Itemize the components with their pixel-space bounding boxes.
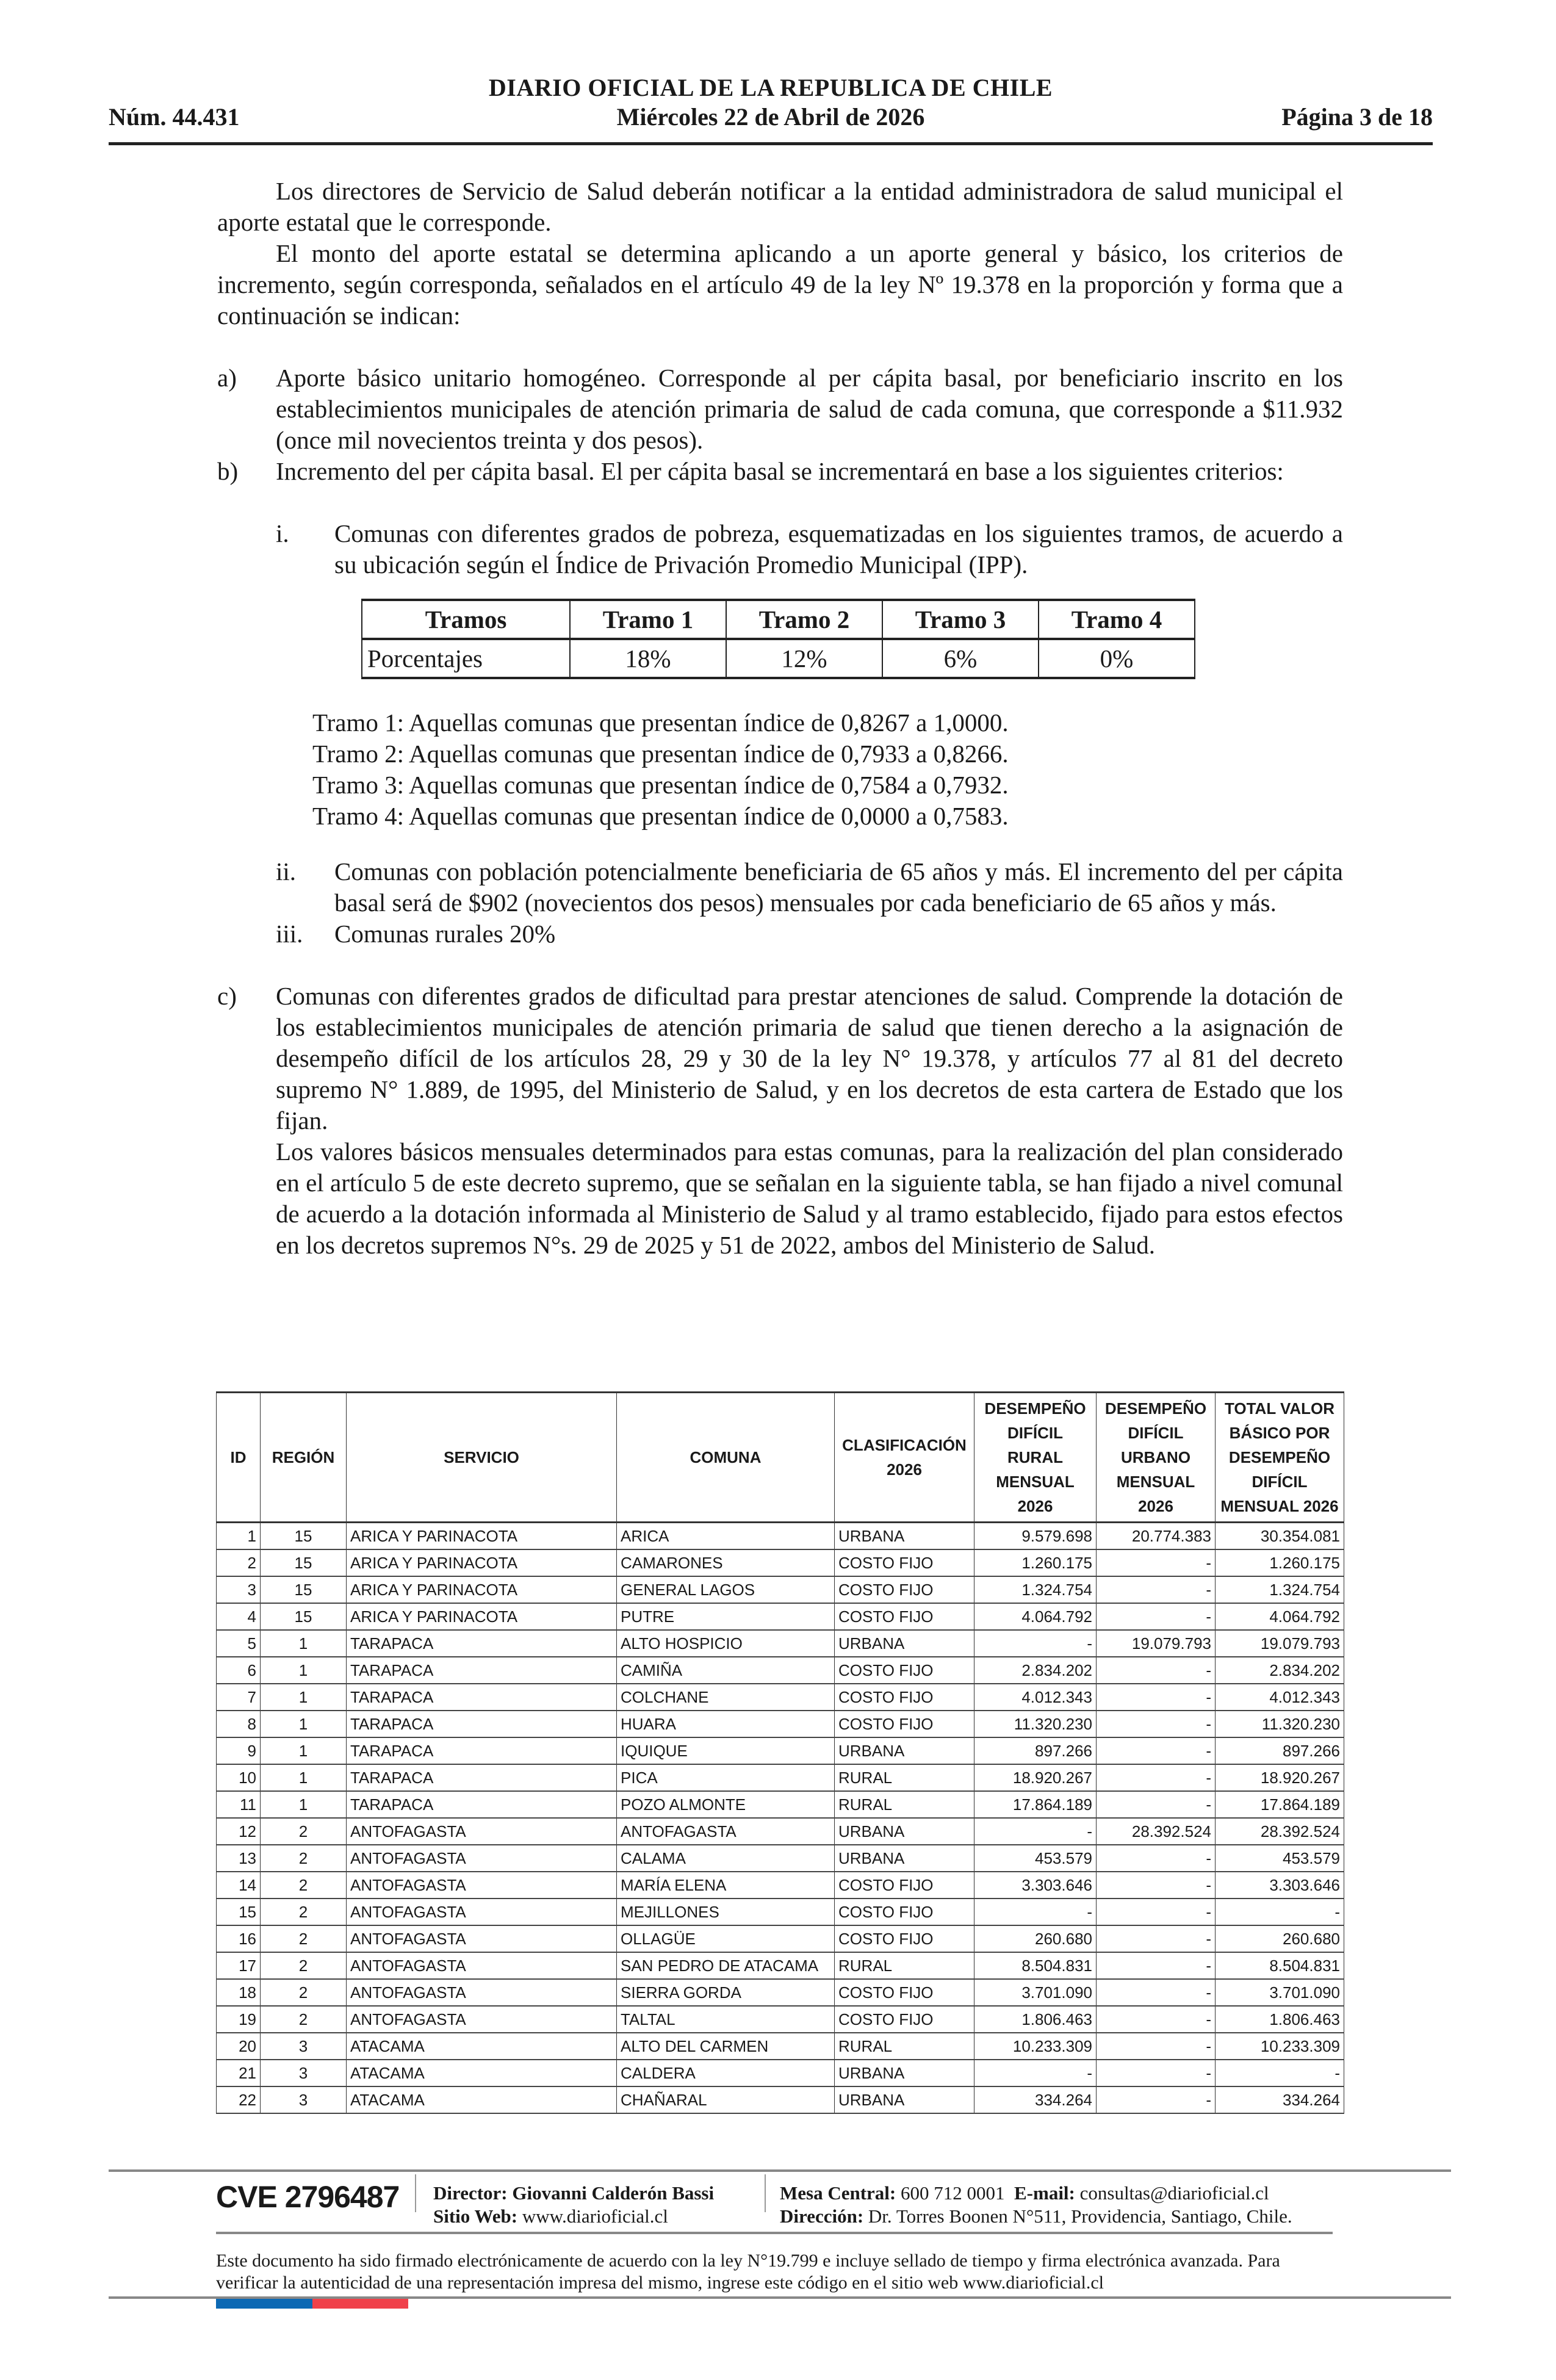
table-header-row — [217, 1393, 1344, 1523]
column-header-servicio: SERVICIO — [347, 1393, 617, 1523]
cell-comuna: CAMIÑA — [617, 1657, 835, 1684]
cell-clasificacion: RURAL — [835, 1764, 974, 1791]
director-name: Giovanni Calderón Bassi — [512, 2182, 715, 2204]
cell-rural: 4.012.343 — [974, 1684, 1097, 1711]
cell-total: 4.064.792 — [1216, 1603, 1344, 1630]
cell-id: 9 — [217, 1737, 261, 1764]
cell-region: 15 — [261, 1603, 347, 1630]
cell-id: 3 — [217, 1576, 261, 1603]
cell-clasificacion: COSTO FIJO — [835, 1899, 974, 1925]
item-c-text-2: Los valores básicos mensuales determinados para estas comunas, para la realización del plan considerado en el artículo 5 de este decreto supremo, que se señalan en la siguiente tabla, se han fijado a nivel comunal de acuerdo a la dotación informada al Ministerio de Salud y al tramo establecido, fijado para estos efectos en los decretos supremos N°s. 29 de 2025 y 51 de 2022, ambos del Ministerio de Salud. — [276, 1138, 1343, 1259]
cell-id: 7 — [217, 1684, 261, 1711]
cell-rural: 18.920.267 — [974, 1764, 1097, 1791]
cell-region: 1 — [261, 1791, 347, 1818]
cell-region: 15 — [261, 1549, 347, 1576]
item-a — [217, 362, 1343, 456]
cell-rural: 10.233.309 — [974, 2033, 1097, 2060]
cell-urbano: - — [1097, 1737, 1216, 1764]
cell-total: 3.701.090 — [1216, 1979, 1344, 2006]
cell-total: 8.504.831 — [1216, 1952, 1344, 1979]
footer-divider-top — [109, 2169, 1451, 2172]
cell-id: 16 — [217, 1925, 261, 1952]
cell-comuna: SIERRA GORDA — [617, 1979, 835, 2006]
cell-region: 1 — [261, 1737, 347, 1764]
cell-region: 2 — [261, 1818, 347, 1845]
cell-region: 2 — [261, 1979, 347, 2006]
item-c-continued — [217, 1136, 1343, 1261]
tramos-cell: 0% — [1039, 639, 1195, 678]
cell-comuna: PUTRE — [617, 1603, 835, 1630]
table-row — [217, 1899, 1344, 1925]
cell-rural: 453.579 — [974, 1845, 1097, 1872]
table-row — [217, 1737, 1344, 1764]
cell-comuna: ALTO DEL CARMEN — [617, 2033, 835, 2060]
table-row — [217, 1952, 1344, 1979]
cell-rural: - — [974, 2060, 1097, 2086]
cell-urbano: - — [1097, 1711, 1216, 1737]
cell-region: 1 — [261, 1764, 347, 1791]
item-b-ii-label: ii. — [276, 857, 297, 885]
cell-comuna: COLCHANE — [617, 1684, 835, 1711]
cell-rural: 1.260.175 — [974, 1549, 1097, 1576]
header-divider — [109, 142, 1433, 145]
cell-region: 1 — [261, 1657, 347, 1684]
tramos-header-cell: Tramo 3 — [882, 600, 1039, 639]
table-row — [217, 1845, 1344, 1872]
cell-rural: 260.680 — [974, 1925, 1097, 1952]
cell-id: 1 — [217, 1523, 261, 1550]
tramos-cell: 6% — [882, 639, 1039, 678]
cell-servicio: TARAPACA — [347, 1684, 617, 1711]
item-b-label: b) — [217, 457, 239, 485]
flag-stripe-red — [312, 2299, 408, 2309]
cell-clasificacion: COSTO FIJO — [835, 1711, 974, 1737]
electronic-signature-note: Este documento ha sido firmado electrónicamente de acuerdo con la ley N°19.799 e incluye sellado de tiempo y firma electrónica avanzada. Para verificar la autenticidad de una representación impresa del mismo, ingrese este código en el sitio web www.diarioficial.cl — [216, 2251, 1280, 2293]
table-row — [217, 2086, 1344, 2113]
cell-rural: 3.303.646 — [974, 1872, 1097, 1899]
table-row — [217, 1764, 1344, 1791]
issue-number: Núm. 44.431 — [109, 103, 240, 131]
cell-comuna: CHAÑARAL — [617, 2086, 835, 2113]
cell-rural: 9.579.698 — [974, 1523, 1097, 1550]
table-row — [217, 1630, 1344, 1657]
cell-region: 15 — [261, 1523, 347, 1550]
table-row — [217, 1603, 1344, 1630]
cell-clasificacion: COSTO FIJO — [835, 1576, 974, 1603]
tramos-header-cell: Tramo 4 — [1039, 600, 1195, 639]
cell-comuna: SAN PEDRO DE ATACAMA — [617, 1952, 835, 1979]
cell-id: 15 — [217, 1899, 261, 1925]
cell-clasificacion: URBANA — [835, 1523, 974, 1550]
cell-urbano: - — [1097, 2086, 1216, 2113]
column-header-total: TOTAL VALOR BÁSICO POR DESEMPEÑO DIFÍCIL MENSUAL 2026 — [1216, 1393, 1344, 1523]
table-row — [217, 1523, 1344, 1550]
cell-servicio: TARAPACA — [347, 1630, 617, 1657]
column-header-comuna: COMUNA — [617, 1393, 835, 1523]
cell-comuna: PICA — [617, 1764, 835, 1791]
footer-separator — [765, 2174, 766, 2212]
address-value: Dr. Torres Boonen N°511, Providencia, Santiago, Chile. — [868, 2205, 1292, 2227]
cell-total: 18.920.267 — [1216, 1764, 1344, 1791]
item-b-iii — [217, 918, 1343, 950]
cell-comuna: POZO ALMONTE — [617, 1791, 835, 1818]
cell-id: 17 — [217, 1952, 261, 1979]
cell-urbano: - — [1097, 2006, 1216, 2033]
cell-total: 1.260.175 — [1216, 1549, 1344, 1576]
cell-total: 19.079.793 — [1216, 1630, 1344, 1657]
tramos-header-cell: Tramo 2 — [726, 600, 882, 639]
cell-comuna: ALTO HOSPICIO — [617, 1630, 835, 1657]
cell-servicio: ATACAMA — [347, 2033, 617, 2060]
document-body — [217, 176, 1343, 1261]
table-row — [217, 1711, 1344, 1737]
phone-value: 600 712 0001 — [901, 2182, 1005, 2204]
cell-urbano: - — [1097, 1791, 1216, 1818]
cell-urbano: - — [1097, 1952, 1216, 1979]
tramos-table — [361, 599, 1195, 679]
cell-total: 2.834.202 — [1216, 1657, 1344, 1684]
table-row — [217, 1818, 1344, 1845]
cell-rural: 8.504.831 — [974, 1952, 1097, 1979]
cell-id: 8 — [217, 1711, 261, 1737]
cell-rural: - — [974, 1630, 1097, 1657]
item-b-i — [217, 518, 1343, 580]
cell-servicio: ANTOFAGASTA — [347, 1899, 617, 1925]
cell-id: 4 — [217, 1603, 261, 1630]
cell-id: 5 — [217, 1630, 261, 1657]
cell-urbano: 20.774.383 — [1097, 1523, 1216, 1550]
cell-urbano: - — [1097, 2033, 1216, 2060]
cell-total: 10.233.309 — [1216, 2033, 1344, 2060]
cell-rural: 897.266 — [974, 1737, 1097, 1764]
cell-clasificacion: COSTO FIJO — [835, 1549, 974, 1576]
cell-clasificacion: URBANA — [835, 2060, 974, 2086]
column-header-urbano: DESEMPEÑO DIFÍCIL URBANO MENSUAL 2026 — [1097, 1393, 1216, 1523]
cell-comuna: ARICA — [617, 1523, 835, 1550]
cell-total: 1.324.754 — [1216, 1576, 1344, 1603]
tramo-range-2: Tramo 2: Aquellas comunas que presentan índice de 0,7933 a 0,8266. — [312, 740, 1009, 768]
cell-clasificacion: RURAL — [835, 2033, 974, 2060]
cell-clasificacion: COSTO FIJO — [835, 1684, 974, 1711]
cell-clasificacion: URBANA — [835, 1630, 974, 1657]
cell-rural: - — [974, 1818, 1097, 1845]
item-b-iii-text: Comunas rurales 20% — [334, 920, 556, 948]
email-link[interactable]: consultas@diarioficial.cl — [1079, 2182, 1269, 2204]
cell-urbano: - — [1097, 1979, 1216, 2006]
tramo-range-4: Tramo 4: Aquellas comunas que presentan índice de 0,0000 a 0,7583. — [312, 802, 1009, 830]
item-c-text: Comunas con diferentes grados de dificultad para prestar atenciones de salud. Comprende la dotación de los establecimientos municipales de atención primaria de salud que tienen derecho a la asignación de desempeño difícil de los artículos 28, 29 y 30 de la ley N° 19.378, y artículos 77 al 81 del decreto supremo N° 1.889, de 1995, del Ministerio de Salud, y en los decretos de esta cartera de Estado que los fijan. — [276, 982, 1343, 1134]
cell-urbano: - — [1097, 1657, 1216, 1684]
cell-urbano: - — [1097, 1576, 1216, 1603]
table-row — [217, 1684, 1344, 1711]
cell-urbano: - — [1097, 1899, 1216, 1925]
cell-total: 334.264 — [1216, 2086, 1344, 2113]
table-row — [217, 2033, 1344, 2060]
cell-urbano: - — [1097, 1925, 1216, 1952]
cell-servicio: ANTOFAGASTA — [347, 1872, 617, 1899]
flag-stripe-blue — [216, 2299, 312, 2309]
tramos-percent-row — [362, 639, 1195, 678]
column-header-clasificacion: CLASIFICACIÓN 2026 — [835, 1393, 974, 1523]
table-row — [217, 1576, 1344, 1603]
cell-total: - — [1216, 2060, 1344, 2086]
cell-region: 2 — [261, 2006, 347, 2033]
cell-urbano: - — [1097, 1684, 1216, 1711]
cell-urbano: - — [1097, 1549, 1216, 1576]
cell-id: 19 — [217, 2006, 261, 2033]
item-c — [217, 981, 1343, 1136]
cell-clasificacion: COSTO FIJO — [835, 1603, 974, 1630]
cell-region: 3 — [261, 2033, 347, 2060]
item-a-label: a) — [217, 364, 237, 392]
cell-servicio: ANTOFAGASTA — [347, 1979, 617, 2006]
cell-rural: 1.324.754 — [974, 1576, 1097, 1603]
cell-clasificacion: RURAL — [835, 1791, 974, 1818]
cell-servicio: ANTOFAGASTA — [347, 2006, 617, 2033]
cell-servicio: TARAPACA — [347, 1737, 617, 1764]
page-header — [109, 73, 1433, 140]
tramos-cell: 18% — [570, 639, 726, 678]
table-row — [217, 1791, 1344, 1818]
cell-comuna: MEJILLONES — [617, 1899, 835, 1925]
table-row — [217, 1979, 1344, 2006]
cell-rural: - — [974, 1899, 1097, 1925]
cell-comuna: CAMARONES — [617, 1549, 835, 1576]
cell-region: 3 — [261, 2086, 347, 2113]
paragraph-aporte-estatal: El monto del aporte estatal se determina aplicando a un aporte general y básico, los criterios de incremento, según corresponda, señalados en el artículo 49 de la ley Nº 19.378 en la proporción y forma que a continuación se indican: — [217, 239, 1343, 330]
cell-region: 2 — [261, 1899, 347, 1925]
cell-id: 12 — [217, 1818, 261, 1845]
tramos-header-cell: Tramo 1 — [570, 600, 726, 639]
tramos-cell: 12% — [726, 639, 882, 678]
tramo-ranges — [217, 707, 1343, 832]
cell-region: 1 — [261, 1711, 347, 1737]
cell-urbano: - — [1097, 1872, 1216, 1899]
column-header-region: REGIÓN — [261, 1393, 347, 1523]
cell-total: 4.012.343 — [1216, 1684, 1344, 1711]
website-label: Sitio Web: — [433, 2205, 518, 2227]
cell-servicio: ARICA Y PARINACOTA — [347, 1603, 617, 1630]
cell-clasificacion: URBANA — [835, 1845, 974, 1872]
cell-clasificacion: COSTO FIJO — [835, 2006, 974, 2033]
item-c-label: c) — [217, 982, 237, 1010]
cell-comuna: OLLAGÜE — [617, 1925, 835, 1952]
cell-total: 3.303.646 — [1216, 1872, 1344, 1899]
cell-rural: 1.806.463 — [974, 2006, 1097, 2033]
address-label: Dirección: — [780, 2205, 864, 2227]
cell-comuna: GENERAL LAGOS — [617, 1576, 835, 1603]
tramos-cell: Porcentajes — [362, 639, 570, 678]
cell-total: 11.320.230 — [1216, 1711, 1344, 1737]
item-b — [217, 456, 1343, 487]
table-row — [217, 2060, 1344, 2086]
cell-total: 1.806.463 — [1216, 2006, 1344, 2033]
cell-id: 14 — [217, 1872, 261, 1899]
item-b-text: Incremento del per cápita basal. El per cápita basal se incrementará en base a los siguientes criterios: — [276, 457, 1284, 485]
item-b-i-text: Comunas con diferentes grados de pobreza, esquematizadas en los siguientes tramos, de acuerdo a su ubicación según el Índice de Privación Promedio Municipal (IPP). — [334, 519, 1343, 579]
cell-servicio: ARICA Y PARINACOTA — [347, 1576, 617, 1603]
cell-region: 15 — [261, 1576, 347, 1603]
cell-rural: 2.834.202 — [974, 1657, 1097, 1684]
cell-id: 18 — [217, 1979, 261, 2006]
cell-id: 13 — [217, 1845, 261, 1872]
cell-urbano: - — [1097, 2060, 1216, 2086]
tramos-header-cell: Tramos — [362, 600, 570, 639]
cell-comuna: CALAMA — [617, 1845, 835, 1872]
item-b-iii-label: iii. — [276, 920, 303, 948]
cell-rural: 334.264 — [974, 2086, 1097, 2113]
cell-region: 2 — [261, 1872, 347, 1899]
table-row — [217, 1925, 1344, 1952]
cell-total: 17.864.189 — [1216, 1791, 1344, 1818]
cell-clasificacion: COSTO FIJO — [835, 1979, 974, 2006]
cell-servicio: ANTOFAGASTA — [347, 1818, 617, 1845]
cell-comuna: HUARA — [617, 1711, 835, 1737]
cell-comuna: ANTOFAGASTA — [617, 1818, 835, 1845]
cve-code: CVE 2796487 — [216, 2180, 400, 2214]
cell-id: 10 — [217, 1764, 261, 1791]
cell-urbano: - — [1097, 1764, 1216, 1791]
cell-servicio: ATACAMA — [347, 2086, 617, 2113]
cell-servicio: TARAPACA — [347, 1657, 617, 1684]
tramo-range-3: Tramo 3: Aquellas comunas que presentan índice de 0,7584 a 0,7932. — [312, 771, 1009, 799]
table-row — [217, 1657, 1344, 1684]
cell-servicio: TARAPACA — [347, 1711, 617, 1737]
cell-region: 3 — [261, 2060, 347, 2086]
column-header-id: ID — [217, 1393, 261, 1523]
cell-total: - — [1216, 1899, 1344, 1925]
cell-rural: 3.701.090 — [974, 1979, 1097, 2006]
table-row — [217, 1549, 1344, 1576]
cell-servicio: ATACAMA — [347, 2060, 617, 2086]
cell-comuna: IQUIQUE — [617, 1737, 835, 1764]
director-label: Director: — [433, 2182, 508, 2204]
footer-separator — [415, 2174, 416, 2212]
tramos-table-wrapper — [217, 599, 1343, 679]
cell-region: 2 — [261, 1925, 347, 1952]
cell-clasificacion: URBANA — [835, 1737, 974, 1764]
phone-label: Mesa Central: — [780, 2182, 896, 2204]
cell-region: 1 — [261, 1684, 347, 1711]
cell-clasificacion: COSTO FIJO — [835, 1872, 974, 1899]
cell-servicio: ANTOFAGASTA — [347, 1845, 617, 1872]
cell-id: 2 — [217, 1549, 261, 1576]
table-row — [217, 1872, 1344, 1899]
cell-rural: 4.064.792 — [974, 1603, 1097, 1630]
cell-rural: 11.320.230 — [974, 1711, 1097, 1737]
paragraph-notification: Los directores de Servicio de Salud deberán notificar a la entidad administradora de salud municipal el aporte estatal que le corresponde. — [217, 177, 1343, 236]
item-b-i-label: i. — [276, 519, 289, 547]
footer-divider-middle — [216, 2232, 1333, 2234]
cell-servicio: ARICA Y PARINACOTA — [347, 1523, 617, 1550]
cell-id: 20 — [217, 2033, 261, 2060]
desempeno-dificil-table — [216, 1391, 1344, 2114]
cell-servicio: TARAPACA — [347, 1764, 617, 1791]
cell-comuna: TALTAL — [617, 2006, 835, 2033]
cell-comuna: MARÍA ELENA — [617, 1872, 835, 1899]
cell-urbano: 28.392.524 — [1097, 1818, 1216, 1845]
website-link[interactable]: www.diarioficial.cl — [522, 2205, 668, 2227]
cell-rural: 17.864.189 — [974, 1791, 1097, 1818]
footer-director-block — [433, 2182, 714, 2228]
email-label: E-mail: — [1014, 2182, 1075, 2204]
table-row — [217, 2006, 1344, 2033]
cell-clasificacion: URBANA — [835, 2086, 974, 2113]
tramos-header-row — [362, 600, 1195, 639]
cell-total: 260.680 — [1216, 1925, 1344, 1952]
cell-region: 1 — [261, 1630, 347, 1657]
cell-id: 21 — [217, 2060, 261, 2086]
cell-id: 6 — [217, 1657, 261, 1684]
cell-region: 2 — [261, 1845, 347, 1872]
cell-clasificacion: COSTO FIJO — [835, 1657, 974, 1684]
cell-servicio: ARICA Y PARINACOTA — [347, 1549, 617, 1576]
cell-urbano: 19.079.793 — [1097, 1630, 1216, 1657]
cell-servicio: ANTOFAGASTA — [347, 1952, 617, 1979]
cell-urbano: - — [1097, 1603, 1216, 1630]
page-indicator: Página 3 de 18 — [1281, 103, 1433, 131]
cell-servicio: ANTOFAGASTA — [347, 1925, 617, 1952]
cell-clasificacion: COSTO FIJO — [835, 1925, 974, 1952]
cell-comuna: CALDERA — [617, 2060, 835, 2086]
cell-region: 2 — [261, 1952, 347, 1979]
table-body — [217, 1523, 1344, 2114]
publication-title: DIARIO OFICIAL DE LA REPUBLICA DE CHILE — [488, 74, 1053, 101]
item-b-ii-text: Comunas con población potencialmente beneficiaria de 65 años y más. El incremento del per cápita basal será de $902 (novecientos dos pesos) mensuales por cada beneficiario de 65 años y más. — [334, 857, 1343, 917]
item-a-text: Aporte básico unitario homogéneo. Corresponde al per cápita basal, por beneficiario inscrito en los establecimientos municipales de atención primaria de salud de cada comuna, que corresponde a $11.932 (once mil novecientos treinta y dos pesos). — [276, 364, 1343, 454]
cell-servicio: TARAPACA — [347, 1791, 617, 1818]
cell-id: 11 — [217, 1791, 261, 1818]
cell-total: 30.354.081 — [1216, 1523, 1344, 1550]
cell-clasificacion: URBANA — [835, 1818, 974, 1845]
item-b-ii — [217, 856, 1343, 918]
cell-total: 453.579 — [1216, 1845, 1344, 1872]
tramo-range-1: Tramo 1: Aquellas comunas que presentan índice de 0,8267 a 1,0000. — [312, 709, 1009, 737]
cell-id: 22 — [217, 2086, 261, 2113]
cell-total: 28.392.524 — [1216, 1818, 1344, 1845]
desempeno-dificil-table-wrapper — [216, 1391, 1344, 2114]
cell-clasificacion: RURAL — [835, 1952, 974, 1979]
cell-urbano: - — [1097, 1845, 1216, 1872]
issue-date: Miércoles 22 de Abril de 2026 — [616, 103, 925, 131]
footer-contact-block — [780, 2182, 1292, 2228]
column-header-rural: DESEMPEÑO DIFÍCIL RURAL MENSUAL 2026 — [974, 1393, 1097, 1523]
cell-total: 897.266 — [1216, 1737, 1344, 1764]
